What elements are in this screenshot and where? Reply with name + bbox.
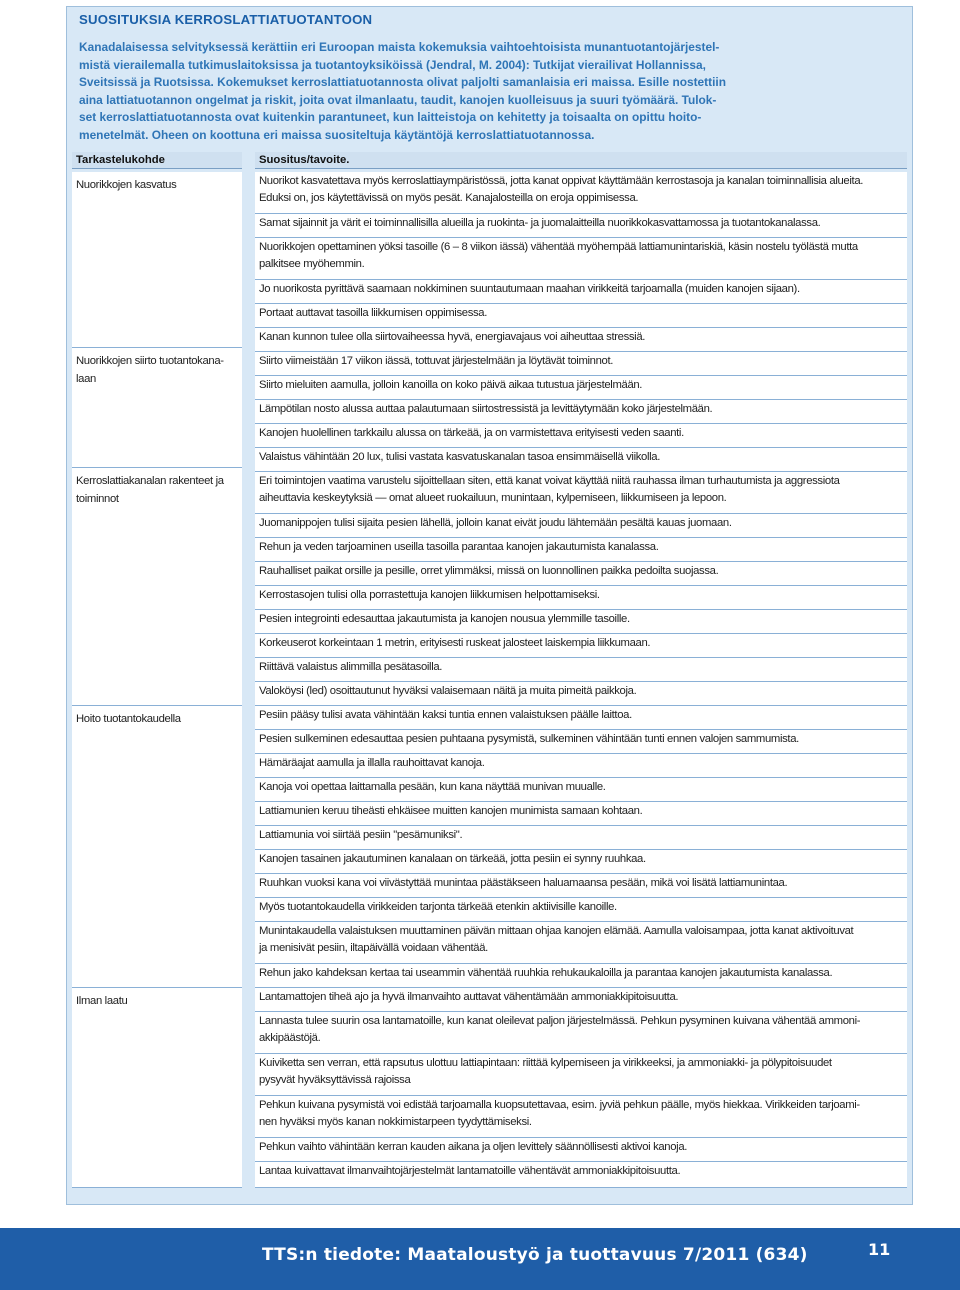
category-label: Nuorikkojen kasvatus <box>76 179 177 191</box>
header-left: Tarkastelukohde <box>72 152 242 169</box>
recommendation-text: Rauhalliset paikat orsille ja pesille, orret ylimmäksi, missä on luonnollinen paikka pedoilta suojassa. <box>259 565 719 577</box>
recommendation-text: nen hyväksi myös kanan nokkimistarpeen tyydyttämiseksi. <box>259 1115 532 1128</box>
recommendation-text: pysyvät hyväksyttävissä rajoissa <box>259 1073 411 1086</box>
category-nuorikkojen-kasvatus <box>72 172 242 348</box>
recommendation-row <box>255 304 907 328</box>
recommendation-text: Pehkun kuivana pysymistä voi edistää tarjoamalla kuopsutettavaa, esim. jyviä pehkun päälle, myös hiekkaa. Virikkeiden tarjoami- <box>259 1099 860 1111</box>
recommendation-text: Kanojen huolellinen tarkkailu alussa on tärkeää, ja on varmistettava erityisesti veden saanti. <box>259 427 684 439</box>
recommendation-row <box>255 586 907 610</box>
intro-line: Sveitsissä ja Ruotsissa. Kokemukset kerroslattiatuotannosta olivat paljolti samanlaisia eri maissa. Esille nostettiin <box>79 75 726 89</box>
recommendation-text: Eduksi on, jos käytettävissä on myös pesät. Kanajalosteilla on eroja oppimisessa. <box>259 191 639 204</box>
recommendation-row <box>255 850 907 874</box>
recommendation-text: Nuorikkojen opettaminen yöksi tasoille (6 – 8 viikon iässä) vähentää myöhempää lattiamunintariskiä, käsin nostelu työlästä mutta <box>259 241 858 253</box>
recommendation-row <box>255 1054 907 1096</box>
recommendation-text: Riittävä valaistus alimmilla pesätasoilla. <box>259 661 443 673</box>
recommendation-text: Valaistus vähintään 20 lux, tulisi vastata kasvatuskanalan tasoa ensimmäisellä viikolla. <box>259 451 661 463</box>
recommendation-row <box>255 214 907 238</box>
recommendation-text: Pesiin pääsy tulisi avata vähintään kaksi tuntia ennen valaistuksen päälle laittoa. <box>259 709 632 721</box>
recommendation-row <box>255 1162 907 1188</box>
recommendation-text: Pehkun vaihto vähintään kerran kauden aikana ja oljen levittely säännöllisesti aktivoi kanoja. <box>259 1141 688 1153</box>
recommendation-row <box>255 802 907 826</box>
recommendation-text: Rehun jako kahdeksan kertaa tai useammin vähentää ruuhkia rehukaukaloilla ja parantaa kanojen jakautumista kanalassa. <box>259 967 833 979</box>
category-label: laan <box>76 372 96 385</box>
recommendation-row <box>255 352 907 376</box>
recommendation-row <box>255 400 907 424</box>
recommendation-row <box>255 610 907 634</box>
recommendation-text: Ruuhkan vuoksi kana voi viivästyttää munintaa päästäkseen haluamaansa pesään, mikä voi lisätä lattiamunintaa. <box>259 877 788 889</box>
recommendation-row <box>255 706 907 730</box>
recommendation-text: Kerrostasojen tulisi olla porrastettuja kanojen liikkumisen helpottamiseksi. <box>259 589 600 601</box>
recommendation-text: Lannasta tulee suurin osa lantamatoille, kun kanat oleilevat paljon järjestelmässä. Pehkun pysyminen kuivana vähentää ammoni- <box>259 1015 861 1027</box>
recommendation-row <box>255 922 907 964</box>
recommendation-row <box>255 730 907 754</box>
category-label: Hoito tuotantokaudella <box>76 713 181 725</box>
recommendation-text: Rehun ja veden tarjoaminen useilla tasoilla parantaa kanojen jakautumista kanalassa. <box>259 541 659 553</box>
recommendation-text: Siirto viimeistään 17 viikon iässä, tottuvat järjestelmään ja löytävät toiminnot. <box>259 355 614 367</box>
recommendation-row <box>255 328 907 352</box>
recommendation-text: Lämpötilan nosto alussa auttaa palautumaan siirtostressistä ja levittäytymään koko järjestelmään. <box>259 403 713 415</box>
recommendation-row <box>255 238 907 280</box>
recommendation-text: Lantaa kuivattavat ilmanvaihtojärjestelmät lantamatoille vähentävät ammoniakkipitoisuutta. <box>259 1165 681 1177</box>
recommendation-text: Kanoja voi opettaa laittamalla pesään, kun kana näyttää munivan muualle. <box>259 781 606 793</box>
recommendation-text: Kanojen tasainen jakautuminen kanalaan on tärkeää, jotta pesiin ei synny ruuhkaa. <box>259 853 646 865</box>
category-hoito-tuotantokaudella <box>72 706 242 988</box>
recommendation-text: Samat sijainnit ja värit ei toiminnallisilla alueilla ja ruokinta- ja juomalaitteilla nuorikkokasvattamossa ja tuotantokanalassa. <box>259 217 821 229</box>
recommendation-text: aiheuttavia keskeytyksiä — omat alueet ruokailuun, munintaan, kylpemiseen, liikkumiseen ja lepoon. <box>259 491 727 504</box>
recommendation-text: Portaat auttavat tasoilla liikkumisen oppimisessa. <box>259 307 488 319</box>
recommendation-text: Siirto mieluiten aamulla, jolloin kanoilla on koko päivä aikaa tutustua järjestelmään. <box>259 379 643 391</box>
box-title: SUOSITUKSIA KERROSLATTIATUOTANTOON <box>79 12 373 27</box>
category-label: toiminnot <box>76 492 119 505</box>
recommendation-row <box>255 562 907 586</box>
recommendation-row <box>255 280 907 304</box>
category-label: Kerroslattiakanalan rakenteet ja <box>76 475 224 487</box>
recommendation-row <box>255 826 907 850</box>
category-siirto-tuotantokanalaan <box>72 348 242 468</box>
intro-line: set kerroslattiatuotannosta ovat kuitenkin parantuneet, kun laitteistoja on kehitetty ja toisaalta on opittu hoito- <box>79 110 702 124</box>
intro-line: aina lattiatuotannon ongelmat ja riskit, joita ovat ilmanlaatu, taudit, kanojen kuolleisuus ja suuri työmäärä. Tulok- <box>79 92 717 107</box>
recommendation-row <box>255 1138 907 1162</box>
recommendation-text: palkitsee myöhemmin. <box>259 257 365 270</box>
recommendation-text: Kanan kunnon tulee olla siirtovaiheessa hyvä, energiavajaus voi aiheuttaa stressiä. <box>259 331 646 343</box>
footer-bar <box>0 1228 960 1290</box>
recommendation-text: Juomanippojen tulisi sijaita pesien lähellä, jolloin kanat eivät joudu lähtemään pesältä kauas juomaan. <box>259 517 732 529</box>
category-label: Nuorikkojen siirto tuotantokana- <box>76 355 224 367</box>
category-ilman-laatu <box>72 988 242 1188</box>
recommendation-row <box>255 172 907 214</box>
recommendation-row <box>255 964 907 988</box>
recommendation-text: akkipäästöjä. <box>259 1031 321 1044</box>
recommendation-row <box>255 1096 907 1138</box>
recommendation-row <box>255 424 907 448</box>
intro-paragraph <box>79 39 901 144</box>
recommendation-row <box>255 1012 907 1054</box>
recommendation-row <box>255 514 907 538</box>
category-rakenteet-ja-toiminnot <box>72 468 242 706</box>
recommendation-text: Kuiviketta sen verran, että rapsutus ulottuu lattiapintaan: riittää kylpemiseen ja virikkeeksi, ja ammoniakki- ja pölypitoisuudet <box>259 1057 832 1069</box>
recommendation-row <box>255 754 907 778</box>
recommendation-text: Korkeuserot korkeintaan 1 metrin, erityisesti ruskeat jalosteet laiskempia liikkumaan. <box>259 637 651 649</box>
recommendation-row <box>255 376 907 400</box>
intro-line: Kanadalaisessa selvityksessä kerättiin eri Euroopan maista kokemuksia vaihtoehtoisista munantuotantojärjestel- <box>79 40 720 54</box>
recommendation-row <box>255 472 907 514</box>
recommendation-text: Myös tuotantokaudella virikkeiden tarjonta tärkeää etenkin aktiivisille kanoille. <box>259 901 617 913</box>
recommendation-text: Lantamattojen tiheä ajo ja hyvä ilmanvaihto auttavat vähentämään ammoniakkipitoisuutta. <box>259 991 679 1003</box>
recommendation-row <box>255 538 907 562</box>
recommendation-text: Jo nuorikosta pyrittävä saamaan nokkiminen suuntautumaan maahan virikkeitä tarjoamalla (muiden kanojen sijaan). <box>259 283 800 295</box>
recommendation-row <box>255 988 907 1012</box>
intro-line: mistä vierailemalla tutkimuslaitoksissa ja tuotantoyksiköissä (Jendral, M. 2004): Tutkijat vierailivat Hollannissa, <box>79 57 706 72</box>
recommendation-text: Pesien integrointi edesauttaa jakautumista ja kanojen nousua ylemmille tasoille. <box>259 613 630 625</box>
recommendation-row <box>255 634 907 658</box>
recommendation-text: Valoköysi (led) osoittautunut hyväksi valaisemaan näitä ja muita pimeitä paikkoja. <box>259 685 637 697</box>
recommendation-row <box>255 898 907 922</box>
recommendation-text: Nuorikot kasvatettava myös kerroslattiaympäristössä, jotta kanat oppivat käyttämään kerrostasoja ja kanalan toiminnallisia alueita. <box>259 175 864 187</box>
recommendation-text: ja menisivät pesiin, iltapäivällä voidaan vähentää. <box>259 941 488 954</box>
page-number: 11 <box>868 1240 891 1259</box>
recommendation-text: Lattiamunien keruu tiheästi ehkäisee muitten kanojen munimista samaan kohtaan. <box>259 805 643 817</box>
recommendation-text: Pesien sulkeminen edesauttaa pesien puhtaana pysymistä, sulkeminen vähintään tunti ennen valojen sammumista. <box>259 733 799 745</box>
header-right: Suositus/tavoite. <box>255 152 907 169</box>
recommendation-row <box>255 874 907 898</box>
recommendation-row <box>255 778 907 802</box>
recommendation-text: Lattiamunia voi siirtää pesiin "pesämuniksi". <box>259 829 463 841</box>
publication-title: TTS:n tiedote: Maataloustyö ja tuottavuus 7/2011 (634) <box>262 1245 808 1265</box>
recommendation-text: Hämäräajat aamulla ja illalla rauhoittavat kanoja. <box>259 757 485 769</box>
category-label: Ilman laatu <box>76 995 128 1007</box>
intro-line: menetelmät. Oheen on koottuna eri maissa suositeltuja käytäntöjä kerroslattiatuotannossa. <box>79 127 595 142</box>
recommendation-row <box>255 658 907 682</box>
recommendation-row <box>255 682 907 706</box>
recommendation-row <box>255 448 907 472</box>
recommendation-text: Munintakaudella valaistuksen muuttaminen päivän mittaan ohjaa kanojen elämää. Aamulla valoisampaa, jotta kanat aktivoituvat <box>259 925 854 937</box>
recommendation-text: Eri toimintojen vaatima varustelu sijoittellaan siten, että kanat voivat käyttää niitä rauhassa ilman turhautumista ja aggressiota <box>259 475 840 487</box>
